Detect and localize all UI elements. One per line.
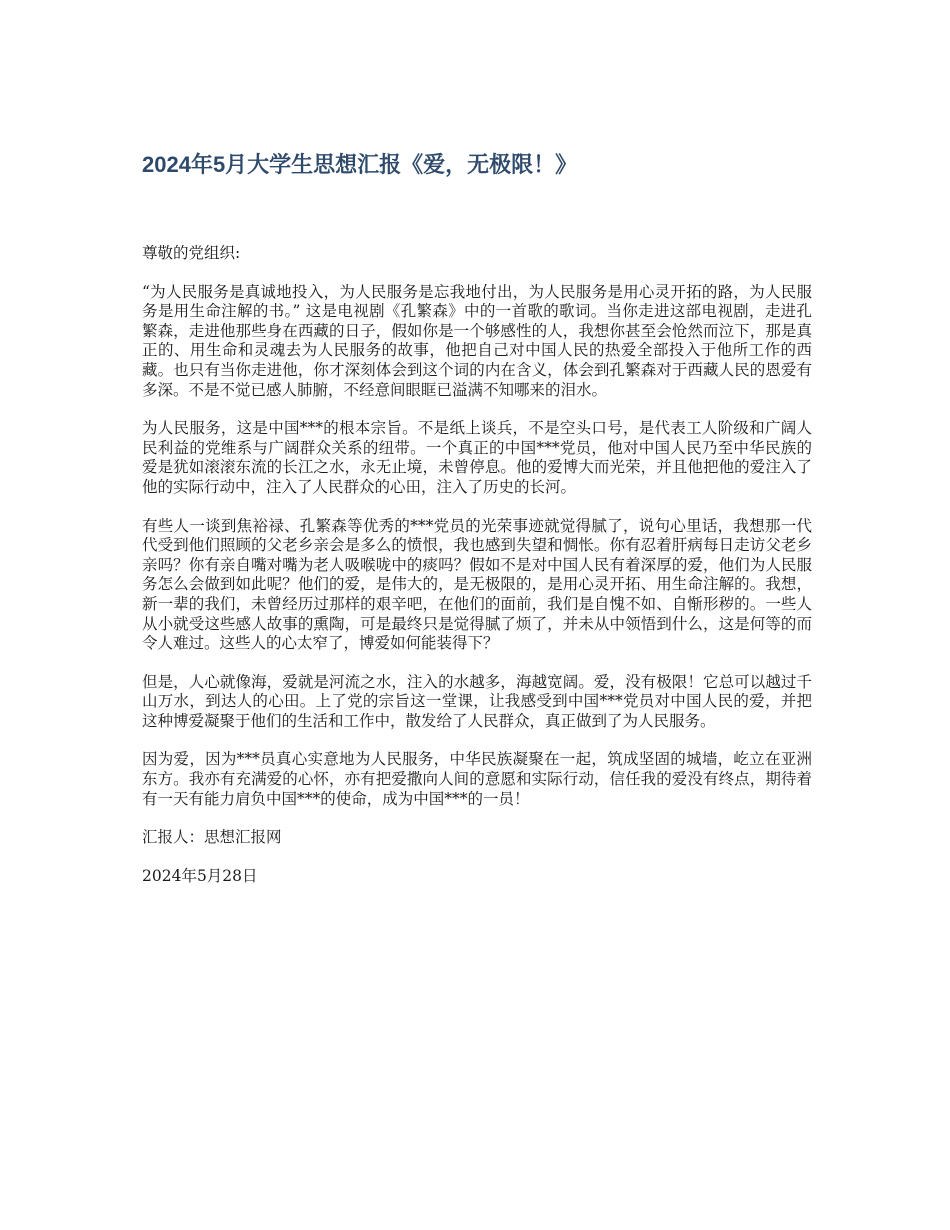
paragraph-1: “为人民服务是真诚地投入，为人民服务是忘我地付出，为人民服务是用心灵开拓的路，为人民服务是用生命注解的书。” 这是电视剧《孔繁森》中的一首歌的歌词。当你走进这部电视剧，走进孔繁森，走进他那些身在西藏的日子，假如你是一个够感性的人，我想你甚至会怆然而泣下，那是真正的、用生命和灵魂去为人民服务的故事，他把自己对中国人民的热爱全部投入于他所工作的西藏。也只有当你走进他，你才深刻体会到这个词的内在含义，体会到孔繁森对于西藏人民的恩爱有多深。不是不觉已感人肺腑，不经意间眼眶已溢满不知哪来的泪水。 [142, 282, 812, 399]
paragraph-5: 因为爱，因为***员真心实意地为人民服务，中华民族凝聚在一起，筑成坚固的城墙，屹立在亚洲东方。我亦有充满爱的心怀，亦有把爱撒向人间的意愿和实际行动，信任我的爱没有终点，期待着有一天有能力肩负中国***的使命，成为中国***的一员！ [142, 750, 812, 808]
reporter-signature: 汇报人：思想汇报网 [142, 828, 282, 847]
report-date: 2024年5月28日 [142, 866, 258, 885]
paragraph-2: 为人民服务，这是中国***的根本宗旨。不是纸上谈兵，不是空头口号，是代表工人阶级和广阔人民利益的党维系与广阔群众关系的纽带。一个真正的中国***党员，他对中国人民乃至中华民族的爱是犹如滚滚东流的长江之水，永无止境，未曾停息。他的爱博大而光荣，并且他把他的爱注入了他的实际行动中，注入了人民群众的心田，注入了历史的长河。 [142, 419, 812, 496]
document-title: 2024年5月大学生思想汇报《爱，无极限！》 [142, 152, 578, 177]
document-body [142, 244, 812, 905]
salutation: 尊敬的党组织: [142, 244, 241, 262]
paragraph-3: 有些人一谈到焦裕禄、孔繁森等优秀的***党员的光荣事迹就觉得腻了，说句心里话，我想那一代代受到他们照顾的父老乡亲会是多么的愤恨，我也感到失望和惆怅。你有忍着肝病每日走访父老乡亲吗？你有亲自嘴对嘴为老人吸喉咙中的痰吗？假如不是对中国人民有着深厚的爱，他们为人民服务怎么会做到如此呢？他们的爱，是伟大的，是无极限的，是用心灵开拓、用生命注解的。我想，新一辈的我们，未曾经历过那样的艰辛吧，在他们的面前，我们是自愧不如、自惭形秽的。一些人从小就受这些感人故事的熏陶，可是最终只是觉得腻了烦了，并未从中领悟到什么，这是何等的而令人难过。这些人的心太窄了，博爱如何能装得下？ [142, 516, 812, 653]
paragraph-4: 但是，人心就像海，爱就是河流之水，注入的水越多，海越宽阔。爱，没有极限！它总可以越过千山万水，到达人的心田。上了党的宗旨这一堂课，让我感受到中国***党员对中国人民的爱，并把这种博爱凝聚于他们的生活和工作中，散发给了人民群众，真正做到了为人民服务。 [142, 672, 812, 730]
